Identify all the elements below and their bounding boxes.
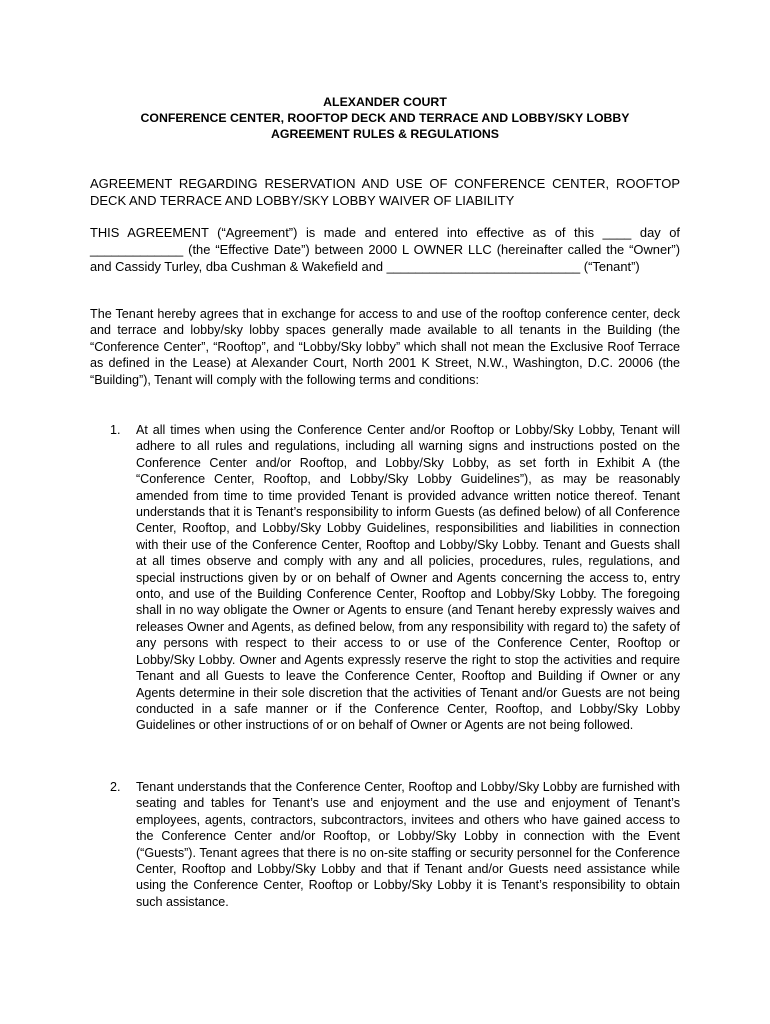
list-item-number: 2. bbox=[110, 780, 121, 794]
document-title bbox=[90, 94, 680, 142]
list-item-number: 1. bbox=[110, 423, 121, 437]
terms-intro-paragraph: The Tenant hereby agrees that in exchange for access to and use of the rooftop conference center, deck and terrace and lobby/sky lobby spaces generally made available to all tenants in the Building (the “Conference Center”, “Rooftop”, and “Lobby/Sky lobby” which shall not mean the Exclusive Roof Terrace as defined in the Lease) at Alexander Court, North 2001 K Street, N.W., Washington, D.C. 20006 (the “Building”), Tenant will comply with the following terms and conditions: bbox=[90, 307, 680, 387]
agreement-subject: AGREEMENT REGARDING RESERVATION AND USE OF CONFERENCE CENTER, ROOFTOP DECK AND TERRACE AND LOBBY/SKY LOBBY WAIVER OF LIABILITY bbox=[90, 176, 680, 208]
agreement-intro-paragraph: THIS AGREEMENT (“Agreement”) is made and entered into effective as of this ____ day of _____________ (the “Effective Date”) between 2000 L OWNER LLC (hereinafter called the “Owner”) and Cassidy Turley, dba Cushman & Wakefield and ___________________________ (“Tenant”) bbox=[90, 225, 680, 274]
title-line-building: ALEXANDER COURT bbox=[323, 95, 447, 109]
list-item-text: At all times when using the Conference Center and/or Rooftop or Lobby/Sky Lobby, Tenant will adhere to all rules and regulations, including all warning signs and instructions posted on the Conference Center and/or Rooftop, and Lobby/Sky Lobby, as set forth in Exhibit A (the “Conference Center, Rooftop, and Lobby/Sky Lobby Guidelines”), as may be reasonably amended from time to time provided Tenant is provided advance written notice thereof. Tenant understands that it is Tenant’s responsibility to inform Guests (as defined below) of all Conference Center, Rooftop, and Lobby/Sky Lobby Guidelines, responsibilities and liabilities in connection with their use of the Conference Center, Rooftop and Lobby/Sky Lobby. Tenant and Guests shall at all times observe and comply with any and all policies, procedures, rules, regulations, and special instructions given by or on behalf of Owner and Agents concerning the access to, entry onto, and use of the Building Conference Center, Rooftop and Lobby/Sky Lobby. The foregoing shall in no way obligate the Owner or Agents to ensure (and Tenant hereby expressly waives and releases Owner and Agents, as defined below, from any responsibility with regard to) the safety of any persons with respect to their access to or use of the Conference Center, Rooftop or Lobby/Sky Lobby. Owner and Agents expressly reserve the right to stop the activities and require Tenant and all Guests to leave the Conference Center, Rooftop and Building if Owner or any Agents determine in their sole discretion that the activities of Tenant and/or Guests are not being conducted in a safe manner or if the Conference Center, Rooftop, and Lobby/Sky Lobby Guidelines or other instructions of or on behalf of Owner or Agents are not being followed. bbox=[136, 423, 680, 733]
list-item bbox=[90, 422, 680, 734]
list-item bbox=[90, 779, 680, 910]
list-item-text: Tenant understands that the Conference Center, Rooftop and Lobby/Sky Lobby are furnished with seating and tables for Tenant’s use and enjoyment and the use and enjoyment of Tenant’s employees, agents, contractors, subcontractors, invitees and others who have gained access to the Conference Center and/or Rooftop, or Lobby/Sky Lobby in connection with the Event (“Guests”). Tenant agrees that there is no on-site staffing or security personnel for the Conference Center, Rooftop and Lobby/Sky Lobby and that if Tenant and/or Guests need assistance while using the Conference Center, Rooftop or Lobby/Sky Lobby it is Tenant’s responsibility to obtain such assistance. bbox=[136, 780, 680, 909]
title-line-rules: AGREEMENT RULES & REGULATIONS bbox=[271, 127, 499, 141]
title-line-spaces: CONFERENCE CENTER, ROOFTOP DECK AND TERRACE AND LOBBY/SKY LOBBY bbox=[140, 111, 630, 125]
